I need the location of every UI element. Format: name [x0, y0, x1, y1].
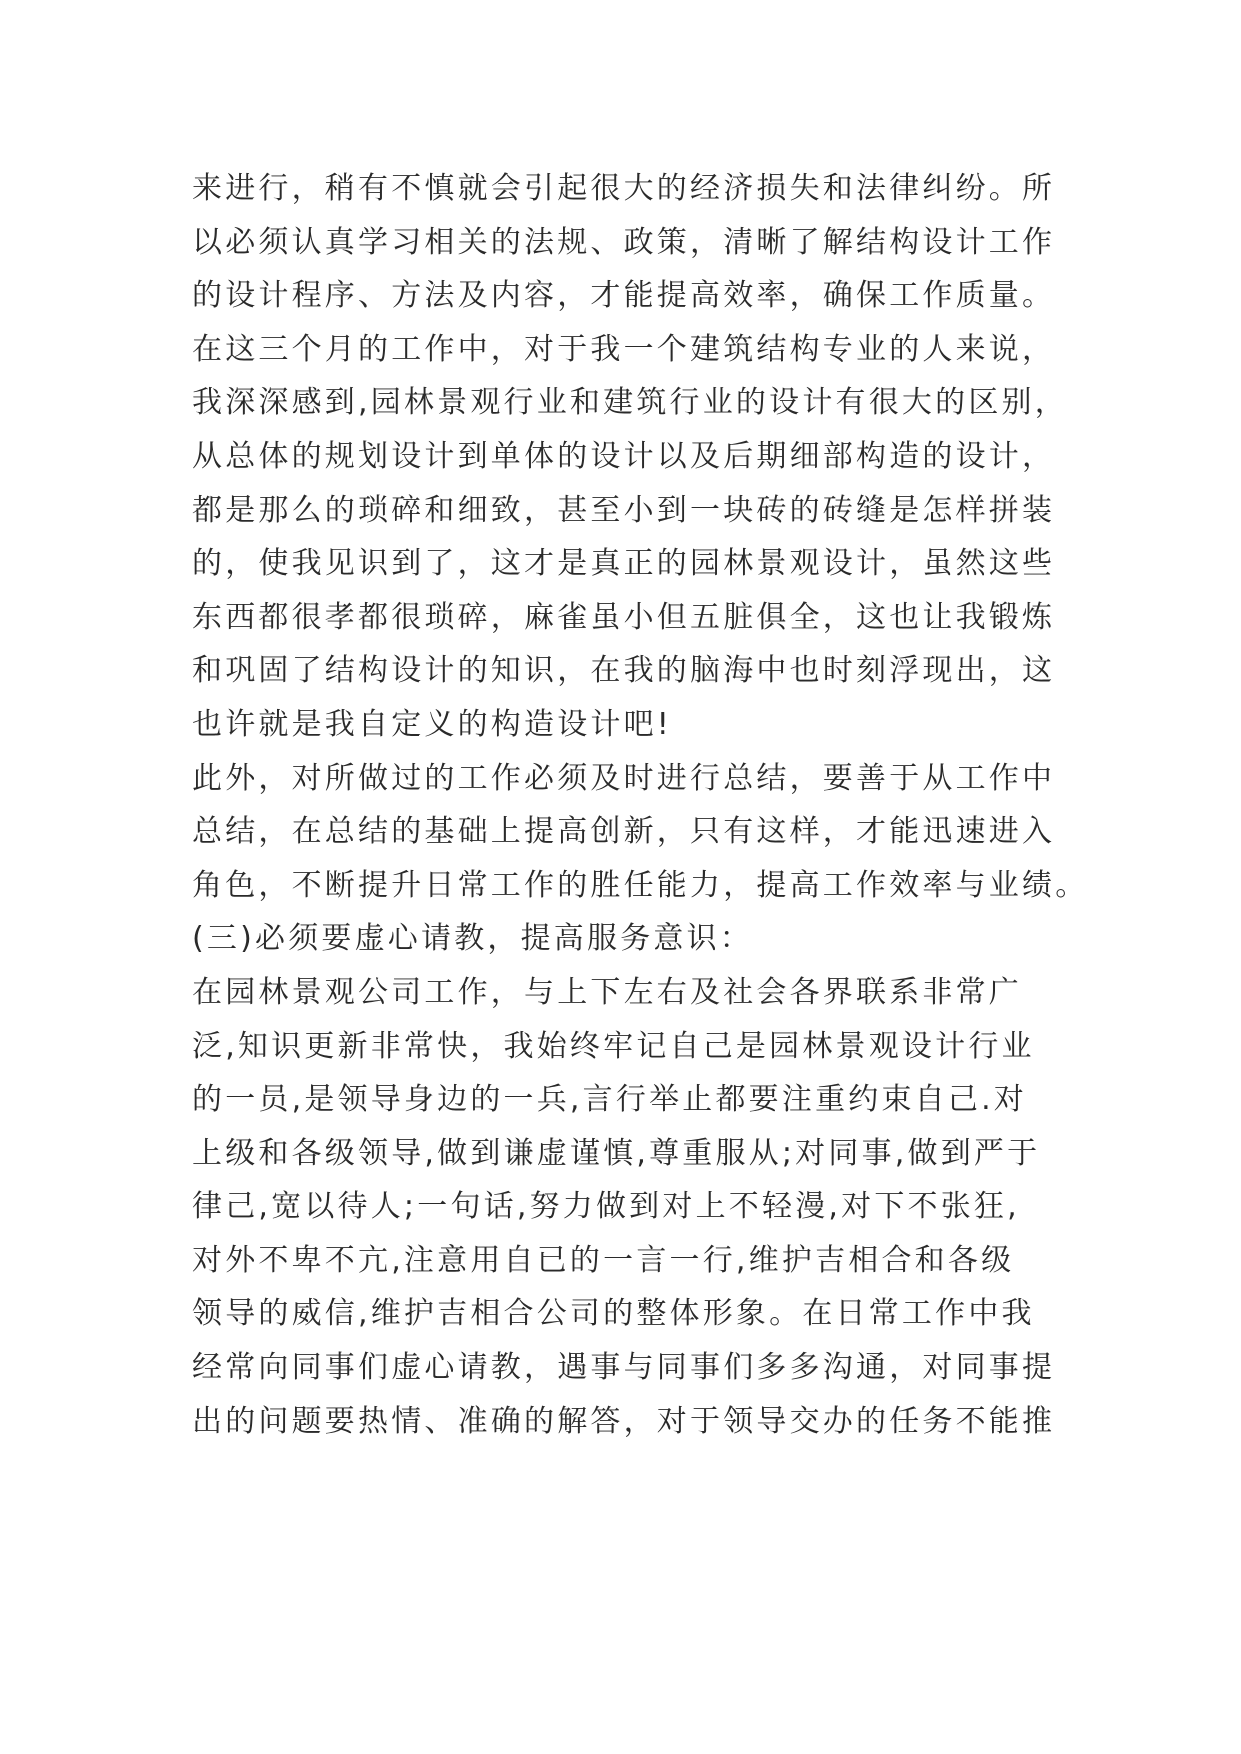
text-line: 角色，不断提升日常工作的胜任能力，提高工作效率与业绩。 [192, 867, 1089, 903]
text-line: 在这三个月的工作中，对于我一个建筑结构专业的人来说， [192, 331, 1056, 367]
text-line: 总结，在总结的基础上提高创新，只有这样，才能迅速进入 [192, 814, 1056, 850]
text-line: 的一员,是领导身边的一兵,言行举止都要注重约束自己.对 [192, 1082, 1028, 1118]
text-line: 和巩固了结构设计的知识，在我的脑海中也时刻浮现出，这 [192, 653, 1056, 689]
text-line: 的，使我见识到了，这才是真正的园林景观设计，虽然这些 [192, 546, 1056, 582]
text-line: 来进行，稍有不慎就会引起很大的经济损失和法律纠纷。所 [192, 171, 1056, 206]
text-line: 此外，对所做过的工作必须及时进行总结，要善于从工作中 [192, 760, 1056, 796]
text-line: 从总体的规划设计到单体的设计以及后期细部构造的设计， [192, 438, 1056, 474]
text-line: 也许就是我自定义的构造设计吧! [192, 706, 673, 742]
text-line: 东西都很孝都很琐碎，麻雀虽小但五脏俱全，这也让我锻炼 [192, 599, 1056, 635]
text-line: 以必须认真学习相关的法规、政策，清晰了解结构设计工作 [192, 224, 1056, 260]
text-line: 对外不卑不亢,注意用自已的一言一行,维护吉相合和各级 [192, 1242, 1015, 1278]
text-line: 领导的威信,维护吉相合公司的整体形象。在日常工作中我 [192, 1296, 1035, 1332]
text-line: 出的问题要热情、准确的解答，对于领导交办的任务不能推 [192, 1403, 1056, 1439]
text-line: 在园林景观公司工作，与上下左右及社会各界联系非常广 [192, 974, 1022, 1010]
text-line: 泛,知识更新非常快，我始终牢记自己是园林景观设计行业 [192, 1028, 1035, 1064]
section-heading: (三)必须要虚心请教，提高服务意识： [192, 921, 754, 957]
text-line: 都是那么的琐碎和细致，甚至小到一块砖的砖缝是怎样拼装 [192, 492, 1056, 528]
body-text [192, 162, 1089, 1448]
text-line: 上级和各级领导,做到谦虚谨慎,尊重服从;对同事,做到严于 [192, 1135, 1041, 1171]
text-line: 我深深感到,园林景观行业和建筑行业的设计有很大的区别， [192, 385, 1068, 421]
text-line: 律己,宽以待人;一句话,努力做到对上不轻漫,对下不张狂, [192, 1189, 1020, 1225]
text-line: 经常向同事们虚心请教，遇事与同事们多多沟通，对同事提 [192, 1350, 1056, 1386]
text-line: 的设计程序、方法及内容，才能提高效率，确保工作质量。 [192, 278, 1056, 314]
